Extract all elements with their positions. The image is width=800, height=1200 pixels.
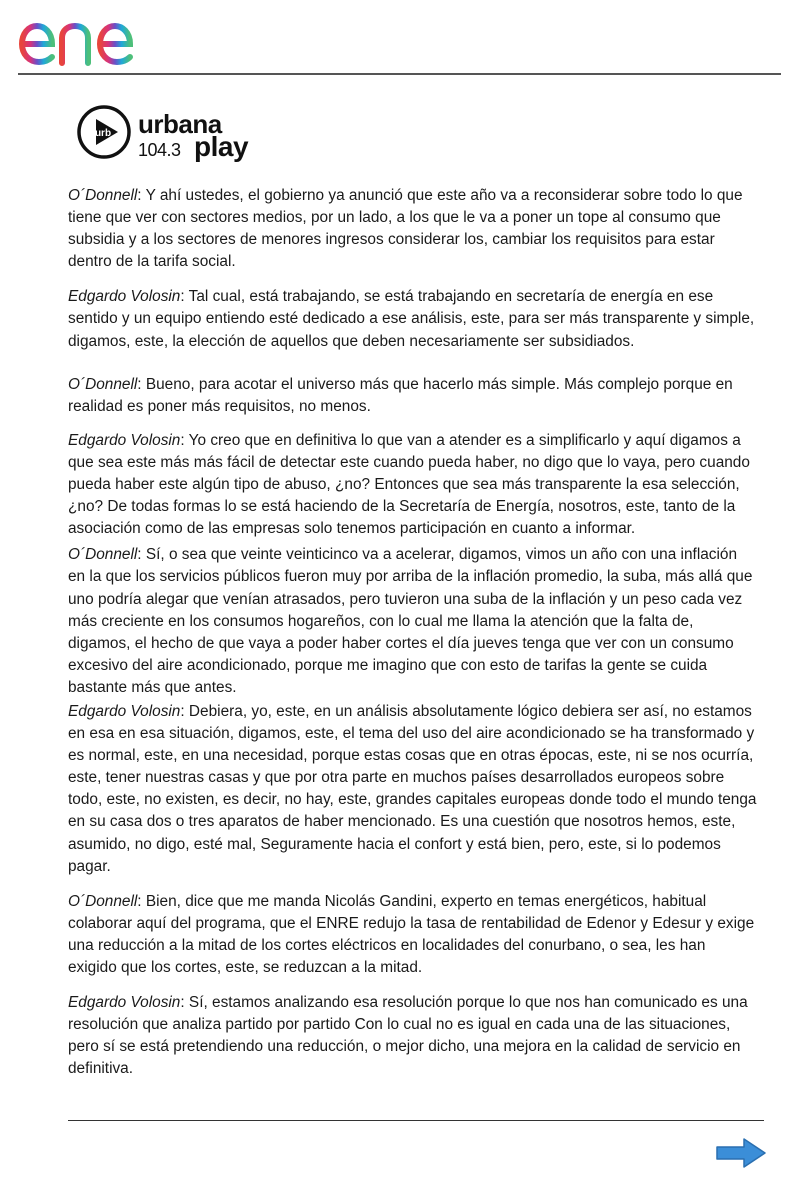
speaker-name: Edgardo Volosin bbox=[68, 288, 181, 306]
speaker-name: O´Donnell bbox=[68, 892, 138, 910]
transcript-paragraph bbox=[68, 185, 758, 273]
paragraph-text: : Yo creo que en definitiva lo que van a atender es a simplificarlo y aquí digamos a que sea este más más fácil de detectar este cuando pueda haber, no digo que lo vaya, pero cuando pueda haber este algún tipo de abuso, ¿no? Entonces que sea más transparente la esa selección, ¿no? De todas formas lo se está haciendo de la Secretaría de Energía, nosotros, este, tanto de la asociación como de las empresas solo tenemos participación en cuanto a informar. bbox=[68, 431, 750, 538]
paragraph-text: : Y ahí ustedes, el gobierno ya anunció que este año va a reconsiderar sobre todo lo que tiene que ver con sectores medios, por un lado, a los que le va a poner un tope al consumo que subsidia y a los sectores de menores ingresos considerar los, cambiar los requisitos para estar dentro de la tarifa social. bbox=[68, 187, 743, 271]
transcript bbox=[68, 185, 758, 1080]
paragraph-text: : Bien, dice que me manda Nicolás Gandini, experto en temas energéticos, habitual colaborar aquí del programa, que el ENRE redujo la tasa de rentabilidad de Edenor y Edesur y exige una reducción a la mitad de los cortes eléctricos en localidades del conurbano, o sea, les han exigido que los cortes, este, se reduzcan a la mitad. bbox=[68, 892, 755, 976]
speaker-name: O´Donnell bbox=[68, 375, 138, 393]
transcript-paragraph bbox=[68, 430, 758, 540]
speaker-name: Edgardo Volosin bbox=[68, 702, 181, 720]
transcript-paragraph bbox=[68, 544, 758, 699]
speaker-name: Edgardo Volosin bbox=[68, 431, 181, 449]
speaker-name: O´Donnell bbox=[68, 546, 138, 564]
enel-logo bbox=[18, 8, 170, 68]
paragraph-text: : Sí, o sea que veinte veinticinco va a acelerar, digamos, vimos un año con una inflación en la que los servicios públicos fueron muy por arriba de la inflación promedio, la suba, más allá que uno podría alegar que venían atrasados, pero tuvieron una suba de la inflación y un peso cada vez más creciente en los consumos hogareños, con lo cual me llama la atención que la falta de, digamos, el hecho de que vaya a poder haber cortes el día jueves tenga que ver con un consumo excesivo del aire acondicionado, porque me imagino que con esto de tarifas la gente se cuida bastante más que antes. bbox=[68, 546, 753, 696]
svg-text:urbana: urbana bbox=[138, 109, 222, 139]
transcript-paragraph bbox=[68, 891, 758, 979]
transcript-paragraph bbox=[68, 992, 758, 1080]
svg-text:urb: urb bbox=[94, 128, 112, 139]
footer-divider bbox=[68, 1120, 764, 1121]
paragraph-text: : Tal cual, está trabajando, se está trabajando en secretaría de energía en ese sentido y un equipo entiendo esté dedicado a ese análisis, este, para ser más transparente y simple, digamos, este, la elección de aquellos que deben necesariamente ser subsidiados. bbox=[68, 288, 755, 350]
paragraph-text: : Sí, estamos analizando esa resolución porque lo que nos han comunicado es una resolución que analiza partido por partido Con lo cual no es igual en cada una de las situaciones, pero sí se está pretendiendo una reducción, o mejor dicho, una mejora en la calidad de servicio en definitiva. bbox=[68, 994, 748, 1078]
paragraph-text: : Bueno, para acotar el universo más que hacerlo más simple. Más complejo porque en realidad es poner más requisitos, no menos. bbox=[68, 375, 733, 415]
speaker-name: Edgardo Volosin bbox=[68, 994, 181, 1012]
paragraph-text: : Debiera, yo, este, en un análisis absolutamente lógico debiera ser así, no estamos en esa en esa situación, digamos, este, el tema del uso del aire acondicionado se ha transformado y es normal, este, en una necesidad, porque estas cosas que en otras épocas, este, ni se nos ocurría, este, tener nuestras casas y que por otra parte en muchos países desarrollados europeos sobre todo, este, no existen, es decir, no hay, este, grandes capitales europeas donde todo el mundo tenga en su casa dos o tres aparatos de haber mencionado. Es una cuestión que nosotros hemos, este, asumido, no digo, esté mal, Seguramente hacia el confort y está bien, pero, este, si lo podemos pagar. bbox=[68, 702, 757, 875]
transcript-paragraph bbox=[68, 701, 758, 878]
svg-text:play: play bbox=[194, 131, 249, 162]
arrow-right-icon[interactable] bbox=[714, 1136, 768, 1170]
svg-text:104.3: 104.3 bbox=[138, 140, 181, 160]
header-divider bbox=[18, 73, 781, 75]
transcript-paragraph bbox=[68, 286, 758, 352]
speaker-name: O´Donnell bbox=[68, 187, 138, 204]
transcript-paragraph bbox=[68, 374, 758, 418]
urbana-play-logo bbox=[76, 104, 256, 164]
